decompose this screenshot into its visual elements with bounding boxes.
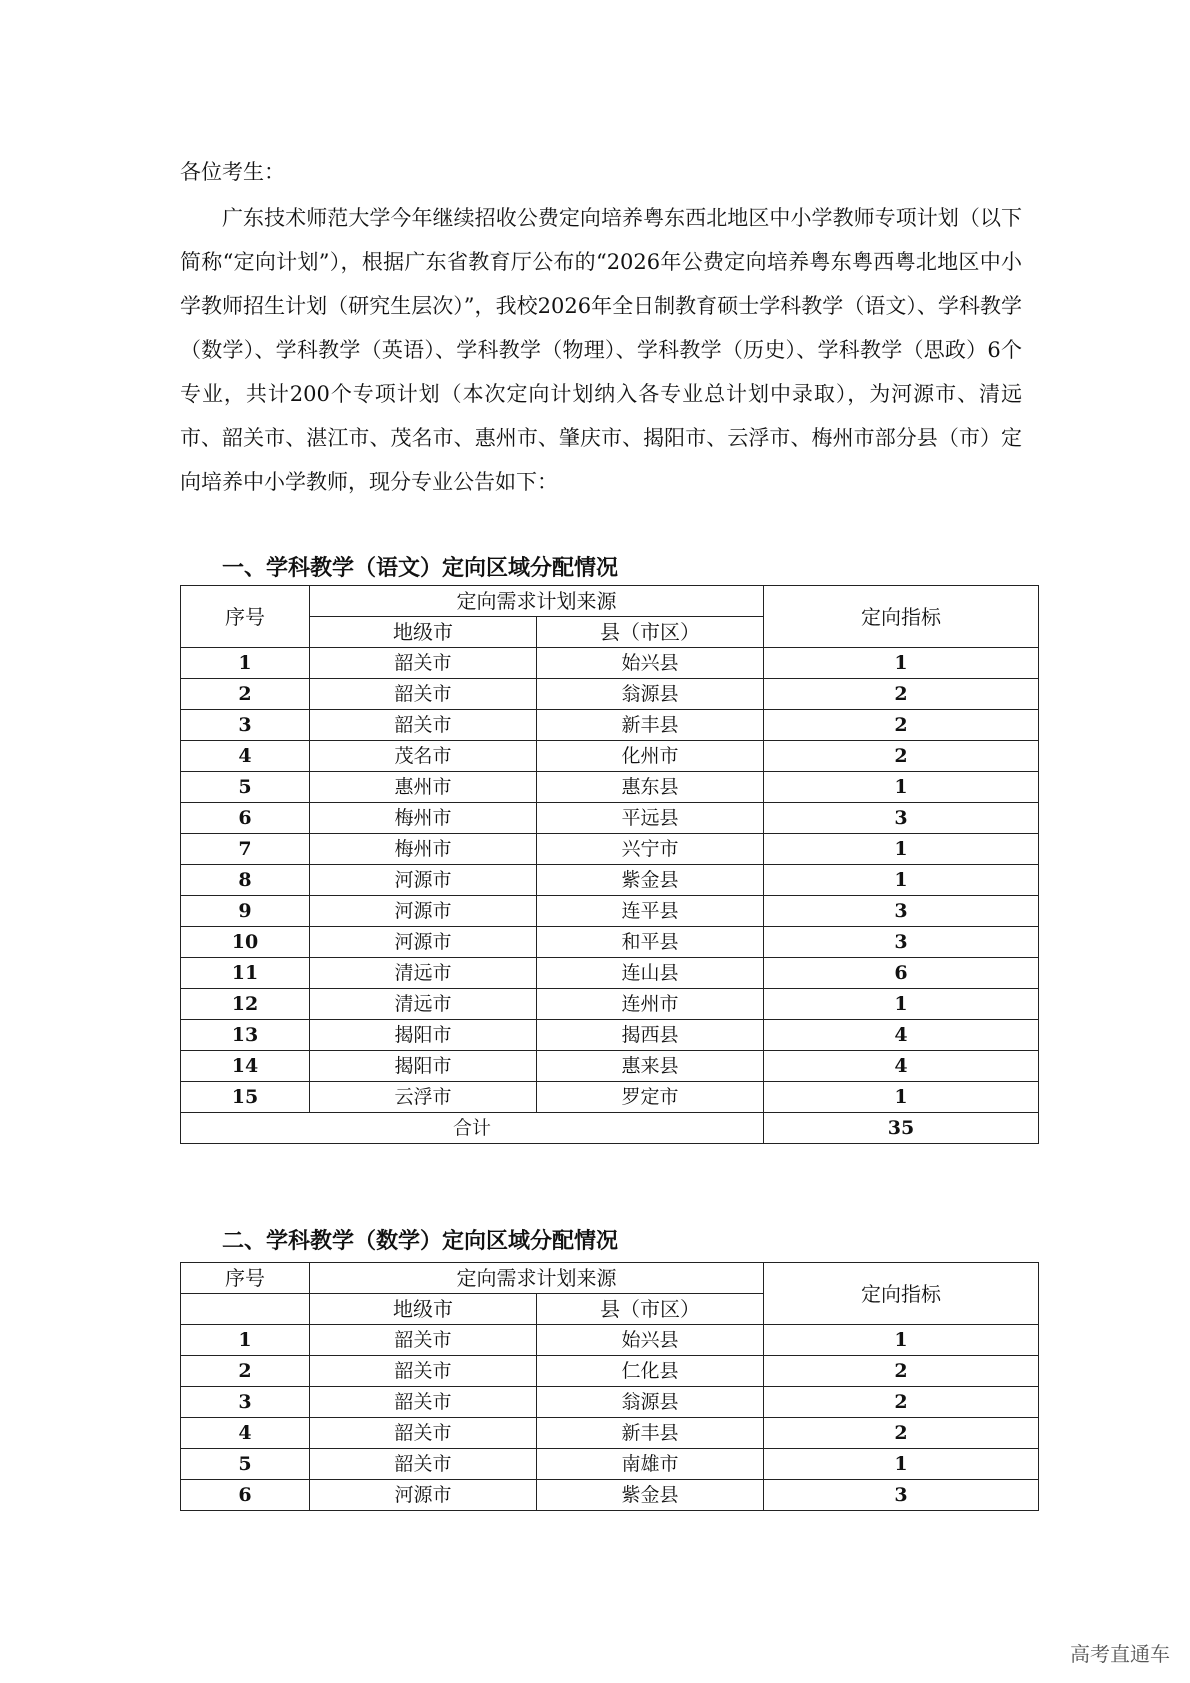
cell-county: 罗定市: [537, 1082, 764, 1113]
cell-city: 韶关市: [310, 1325, 537, 1356]
header-source: 定向需求计划来源: [310, 586, 764, 617]
cell-city: 韶关市: [310, 679, 537, 710]
cell-county: 平远县: [537, 803, 764, 834]
cell-quota: 4: [764, 1020, 1039, 1051]
cell-city: 揭阳市: [310, 1020, 537, 1051]
cell-city: 韶关市: [310, 1449, 537, 1480]
cell-seq: 15: [181, 1082, 310, 1113]
total-row: [181, 1113, 1039, 1144]
cell-seq: 5: [181, 772, 310, 803]
cell-quota: 1: [764, 1449, 1039, 1480]
cell-city: 河源市: [310, 896, 537, 927]
cell-seq: 8: [181, 865, 310, 896]
cell-county: 始兴县: [537, 648, 764, 679]
cell-seq: 4: [181, 741, 310, 772]
cell-quota: 3: [764, 896, 1039, 927]
table-row: [181, 772, 1039, 803]
cell-quota: 1: [764, 772, 1039, 803]
cell-county: 惠来县: [537, 1051, 764, 1082]
header-seq: 序号: [181, 1263, 310, 1294]
watermark: 高考直通车: [1070, 1642, 1170, 1666]
table-row: [181, 1387, 1039, 1418]
cell-quota: 2: [764, 710, 1039, 741]
cell-city: 云浮市: [310, 1082, 537, 1113]
cell-quota: 4: [764, 1051, 1039, 1082]
table-row: [181, 741, 1039, 772]
cell-county: 化州市: [537, 741, 764, 772]
cell-county: 连平县: [537, 896, 764, 927]
cell-county: 揭西县: [537, 1020, 764, 1051]
cell-county: 紫金县: [537, 865, 764, 896]
table-row: [181, 834, 1039, 865]
cell-city: 梅州市: [310, 834, 537, 865]
total-value: 35: [764, 1113, 1039, 1144]
table-row: [181, 648, 1039, 679]
cell-seq: 5: [181, 1449, 310, 1480]
cell-city: 茂名市: [310, 741, 537, 772]
cell-county: 新丰县: [537, 1418, 764, 1449]
header-county: 县（市区）: [537, 1294, 764, 1325]
cell-city: 韶关市: [310, 710, 537, 741]
cell-seq: 12: [181, 989, 310, 1020]
cell-quota: 1: [764, 834, 1039, 865]
table-row: [181, 1449, 1039, 1480]
cell-seq: 2: [181, 679, 310, 710]
cell-county: 兴宁市: [537, 834, 764, 865]
cell-quota: 2: [764, 1387, 1039, 1418]
table-row: [181, 679, 1039, 710]
cell-seq: 10: [181, 927, 310, 958]
table-row: [181, 710, 1039, 741]
cell-seq: 6: [181, 803, 310, 834]
cell-quota: 2: [764, 1418, 1039, 1449]
cell-quota: 1: [764, 1325, 1039, 1356]
table-row: [181, 989, 1039, 1020]
cell-seq: 11: [181, 958, 310, 989]
cell-county: 和平县: [537, 927, 764, 958]
header-source: 定向需求计划来源: [310, 1263, 764, 1294]
table2-title: 二、学科教学（数学）定向区域分配情况: [222, 1228, 619, 1254]
math-allocation-table: [180, 1262, 1039, 1511]
header-seq-blank: [181, 1294, 310, 1325]
cell-quota: 3: [764, 1480, 1039, 1511]
table-row: [181, 927, 1039, 958]
cell-quota: 1: [764, 989, 1039, 1020]
cell-seq: 3: [181, 1387, 310, 1418]
cell-county: 惠东县: [537, 772, 764, 803]
header-quota: 定向指标: [764, 586, 1039, 648]
cell-city: 清远市: [310, 958, 537, 989]
chinese-allocation-table: [180, 585, 1039, 1144]
cell-seq: 14: [181, 1051, 310, 1082]
cell-county: 翁源县: [537, 679, 764, 710]
header-quota: 定向指标: [764, 1263, 1039, 1325]
cell-county: 南雄市: [537, 1449, 764, 1480]
cell-seq: 7: [181, 834, 310, 865]
cell-quota: 2: [764, 741, 1039, 772]
table-header-row: [181, 586, 1039, 617]
intro-paragraph: 广东技术师范大学今年继续招收公费定向培养粤东西北地区中小学教师专项计划（以下简称“定向计划”），根据广东省教育厅公布的“2026年公费定向培养粤东粤西粤北地区中小学教师招生计划（研究生层次）”，我校2026年全日制教育硕士学科教学（语文）、学科教学（数学）、学科教学（英语）、学科教学（物理）、学科教学（历史）、学科教学（思政）6个专业，共计200个专项计划（本次定向计划纳入各专业总计划中录取），为河源市、清远市、韶关市、湛江市、茂名市、惠州市、肇庆市、揭阳市、云浮市、梅州市部分县（市）定向培养中小学教师，现分专业公告如下：: [180, 206, 1022, 494]
table-row: [181, 1082, 1039, 1113]
table-row: [181, 1480, 1039, 1511]
cell-quota: 2: [764, 1356, 1039, 1387]
cell-city: 清远市: [310, 989, 537, 1020]
cell-city: 韶关市: [310, 648, 537, 679]
cell-county: 连州市: [537, 989, 764, 1020]
table-header-row: [181, 1263, 1039, 1294]
cell-seq: 2: [181, 1356, 310, 1387]
cell-county: 始兴县: [537, 1325, 764, 1356]
cell-city: 梅州市: [310, 803, 537, 834]
header-county: 县（市区）: [537, 617, 764, 648]
cell-city: 揭阳市: [310, 1051, 537, 1082]
cell-seq: 13: [181, 1020, 310, 1051]
cell-seq: 1: [181, 648, 310, 679]
total-label: 合计: [181, 1113, 764, 1144]
table-row: [181, 1020, 1039, 1051]
cell-quota: 1: [764, 865, 1039, 896]
cell-county: 仁化县: [537, 1356, 764, 1387]
cell-seq: 6: [181, 1480, 310, 1511]
table-row: [181, 1051, 1039, 1082]
cell-city: 河源市: [310, 927, 537, 958]
cell-quota: 6: [764, 958, 1039, 989]
cell-quota: 1: [764, 648, 1039, 679]
cell-city: 惠州市: [310, 772, 537, 803]
cell-seq: 3: [181, 710, 310, 741]
table-row: [181, 958, 1039, 989]
header-city: 地级市: [310, 617, 537, 648]
table-row: [181, 1418, 1039, 1449]
header-seq: 序号: [181, 586, 310, 648]
cell-city: 韶关市: [310, 1356, 537, 1387]
cell-city: 河源市: [310, 1480, 537, 1511]
table-row: [181, 865, 1039, 896]
cell-county: 紫金县: [537, 1480, 764, 1511]
cell-county: 新丰县: [537, 710, 764, 741]
cell-quota: 3: [764, 803, 1039, 834]
cell-city: 河源市: [310, 865, 537, 896]
cell-city: 韶关市: [310, 1418, 537, 1449]
table-row: [181, 896, 1039, 927]
table1-title: 一、学科教学（语文）定向区域分配情况: [222, 555, 619, 581]
cell-quota: 2: [764, 679, 1039, 710]
cell-seq: 4: [181, 1418, 310, 1449]
greeting: 各位考生：: [180, 160, 285, 184]
table-row: [181, 1356, 1039, 1387]
table-row: [181, 803, 1039, 834]
cell-quota: 1: [764, 1082, 1039, 1113]
header-city: 地级市: [310, 1294, 537, 1325]
cell-seq: 1: [181, 1325, 310, 1356]
cell-quota: 3: [764, 927, 1039, 958]
cell-city: 韶关市: [310, 1387, 537, 1418]
table-row: [181, 1325, 1039, 1356]
cell-county: 连山县: [537, 958, 764, 989]
cell-seq: 9: [181, 896, 310, 927]
cell-county: 翁源县: [537, 1387, 764, 1418]
